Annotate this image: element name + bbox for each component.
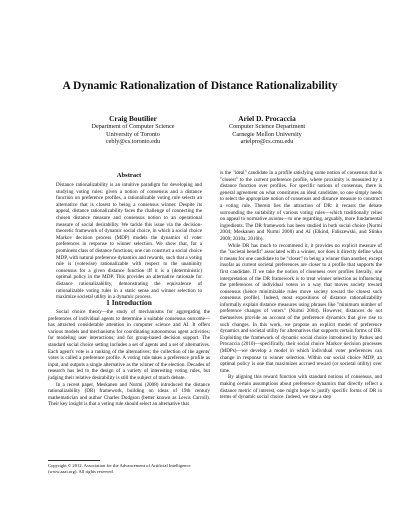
paragraph: While DR has much to recommend it, it provides no explicit measure of the "societal benefit" associated with a winner, nor does it directly define what it means for one candidate to be "closer" to being a winner than another, except insofar as current societal preferences are closer to a profile that supports the first candidate. If we take the notion of closeness over profiles literally, one interpretation of the DR framework is to treat winner selection as influencing the preferences of individual voters in a way that moves society toward consensus (hence minimizable rules move society toward the closest such consensus profile). Indeed, most expositions of distance rationalizability informally explain distance measures using phrases like "minimum number of preference changes of voters" (Nurmi 2004). However, distances do not themselves provide an account of the preference dynamics that give rise to such changes. In this work, we propose an explicit model of preference dynamics and societal utility for alternatives that supports certain forms of DR. Exploiting the framework of dynamic social choice introduced by Parkes and Procaccia (2010)—specifically, their social choice Markov decision processes (MDPs)—we develop a model in which individual voter preferences can change in response to winner selection. Within our social choice MDP, an optimal policy is one that maximizes accrued reward (or societal utility) over time.: [220, 242, 382, 374]
intro-left-column: [48, 309, 210, 408]
abstract-body: [56, 182, 202, 301]
paper-title: A Dynamic Rationalization of Distance Rationalizability: [62, 80, 338, 92]
abstract-heading: Abstract: [116, 172, 142, 179]
author-name: Craig Boutilier: [109, 114, 157, 123]
footnote-rule: [48, 460, 100, 461]
right-column: [220, 170, 382, 401]
author-email: cebly@cs.toronto.edu: [105, 138, 161, 146]
author-name: Ariel D. Procaccia: [238, 114, 296, 123]
author-org: Carnegie Mellon University: [232, 130, 302, 138]
paragraph: By aligning this reward function with standard notions of consensus, and making certain assumptions about preference dynamics that directly reflect a distance metric of interest, one might hope to justify specific forms of DR in terms of dynamic social choice. Indeed, we take a step: [220, 374, 382, 401]
author-block-1: [58, 114, 208, 146]
paragraph: Social choice theory—the study of mechanisms for aggregating the preferences of individual agents to determine a suitable consensus outcome—has attracted considerable attention in computer science and AI. It offers various models and mechanisms for coordinating autonomous agent activities; for modeling user interactions; and for group-based decision support. The standard social choice setting includes a set of agents and a set of alternatives. Each agent's vote is a ranking of the alternatives; the collection of the agents' votes is called a preference profile. A voting rule takes a preference profile as input, and outputs a single alternative as the winner of the election. Decades of research has led to the design of a variety of interesting voting rules, but judging their relative desirability is still the subject of much debate.: [48, 309, 210, 381]
paragraph: In a recent paper, Meskanen and Nurmi (2008) introduced the distance rationalizability (DR) framework, building on ideas of 19th century mathematician and author Charles Dodgson (better known as Lewis Carroll). Their key insight is that a voting rule should select an alternative that: [48, 381, 210, 408]
copyright-footnote: Copyright © 2012, Association for the Advancement of Artificial Intelligence (www.aaai.org). All rights reserved.: [48, 463, 191, 474]
author-dept: Department of Computer Science: [91, 123, 175, 130]
section-heading: 1 Introduction: [106, 298, 152, 307]
author-block-2: [192, 114, 342, 146]
abstract-text: Distance rationalizability is an intuitive paradigm for developing and studying voting rules: given a notion of consensus and a distance function on preference profiles, a rationalizable voting rule selects an alternative that is closest to being a consensus winner. Despite its appeal, distance rationalizability faces the challenge of connecting the chosen distance measure and consensus notion to an operational measure of social desirability. We tackle this issue via the decision-theoretic framework of dynamic social choice, in which a social choice Markov decision process (MDP) models the dynamics of voter preferences in response to winner selection. We show that, for a prominent class of distance functions, one can construct a social choice MDP, with natural preference dynamics and rewards, such that a voting rule is (votewise) rationalizable with respect to the unanimity consensus for a given distance function iff it is a (deterministic) optimal policy in the MDP. This provides an alternative rationale for distance rationalizability, demonstrating the equivalence of rationalizable voting rules in a static sense and winner selection to maximize societal utility in a dynamic process.: [56, 182, 202, 301]
author-org: University of Toronto: [106, 130, 160, 138]
paragraph: is the "ideal" candidate in a profile satisfying some notion of consensus that is "closest" to the current preference profile, where proximity is measured by a distance function over profiles. For specific notions of consensus, there is general agreement on what constitutes an ideal candidate, so one simply needs to select the appropriate notion of consensus and distance measure to construct a voting rule. Therein lies the attraction of DR: it recasts the debate surrounding the suitability of various voting rules—which traditionally relies on appeal to normative axioms—to one regarding, arguably, more fundamental ingredients. The DR framework has been studied in both social choice (Nurmi 2004; Meskanen and Nurmi 2008) and AI (Elkind, Faliszewski, and Slinko 2009; 2010a; 2010b).: [220, 170, 382, 242]
author-dept: Computer Science Department: [228, 123, 306, 130]
author-email: arielpro@cs.cmu.edu: [240, 138, 294, 146]
